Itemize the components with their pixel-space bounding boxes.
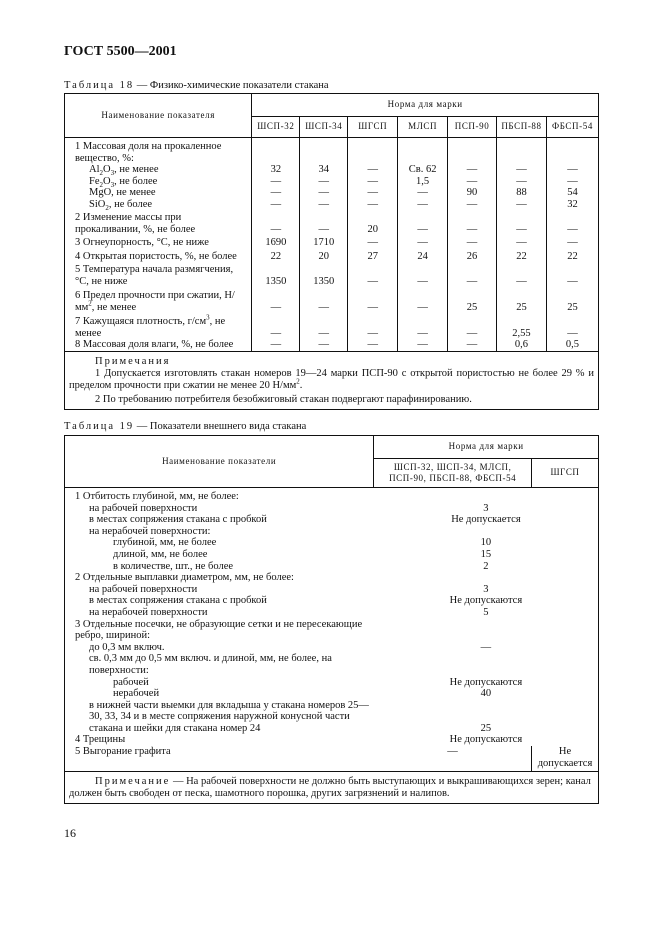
cell: Св. 62 (398, 164, 448, 176)
row-label: нерабочей (113, 688, 160, 700)
row-label: 1 Отбитость глубиной, мм, не более: (75, 491, 239, 502)
row-label: 4 Открытая пористость, %, не более (75, 250, 237, 262)
table-notes (65, 351, 599, 409)
cell: — (348, 164, 398, 176)
table-row (65, 176, 599, 188)
row-label: рабочей (113, 676, 149, 688)
cell: — (348, 176, 398, 188)
cell: — (546, 210, 598, 235)
table-row (65, 210, 599, 235)
cell: 34 (300, 164, 348, 176)
table-row (65, 607, 599, 619)
cell: — (398, 262, 448, 287)
cell: — (480, 641, 492, 653)
note (65, 772, 599, 804)
table-row (65, 561, 599, 573)
note-1: 1 Допускается изготовлять стакан номеров 19—24 марки ПСП-90 с открытой пористостью не более 29 % и пределом прочности при сжатии не менее 20 $Н/мм^2$. (69, 367, 594, 391)
cell: — (448, 262, 497, 287)
row-label: на нерабочей поверхности (89, 606, 208, 618)
table-19-caption (64, 421, 306, 432)
cell: — (497, 176, 547, 188)
cell: — (497, 262, 547, 287)
cell: — (300, 339, 348, 351)
cell: — (348, 187, 398, 199)
caption-text: — Показатели внешнего вида стакана (134, 421, 307, 432)
row-label: в количестве, шт., не более (113, 560, 234, 572)
table-18 (64, 93, 599, 410)
cell: 40 (480, 688, 492, 700)
cell: 25 (546, 287, 598, 313)
row-label: на рабочей поверхности (89, 583, 198, 595)
table-row (65, 313, 599, 339)
cell: — (546, 262, 598, 287)
cell: — (252, 187, 300, 199)
cell: — (398, 210, 448, 235)
cell: 3 (483, 502, 489, 514)
cell: — (448, 176, 497, 188)
row-label: 6 Предел прочности при сжатии, $Н/мм^2$, не менее (75, 290, 235, 313)
table-row (65, 619, 599, 642)
cell: 1690 (252, 235, 300, 249)
row-label: 4 Трещины (75, 734, 126, 746)
table-row (65, 537, 599, 549)
cell (374, 619, 599, 642)
caption-text: — Физико-химические показатели стакана (134, 80, 329, 91)
cell: 15 (480, 548, 492, 560)
cell: — (300, 210, 348, 235)
cell: — (497, 164, 547, 176)
cell: — (252, 339, 300, 351)
cell: — (448, 313, 497, 339)
table-row (65, 595, 599, 607)
row-label: 5 Выгорание графита (75, 746, 171, 758)
cell: Не допускаются (449, 734, 523, 746)
table-row (65, 287, 599, 313)
table-row (65, 734, 599, 746)
table-row (65, 642, 599, 654)
table-row (65, 164, 599, 176)
cell: — (497, 199, 547, 211)
cell (374, 488, 599, 503)
cell: — (252, 287, 300, 313)
table-18-caption (64, 80, 329, 91)
table-notes (65, 772, 599, 804)
row-label: 2 Изменение массы при прокаливании, %, не более (75, 212, 196, 235)
cell: — (300, 287, 348, 313)
row-label: $Fe_2O_3$, не более (89, 175, 158, 189)
cell: — (300, 176, 348, 188)
mark-header: ШСП-34 (300, 117, 348, 138)
row-label: глубиной, мм, не более (113, 537, 217, 549)
cell: — (447, 746, 458, 758)
cell: — (398, 339, 448, 351)
cell: — (546, 313, 598, 339)
cell: — (398, 235, 448, 249)
cell: 1,5 (398, 176, 448, 188)
mark-header: МЛСП (398, 117, 448, 138)
cell: — (300, 187, 348, 199)
cell: 20 (300, 249, 348, 263)
col-group-header: ШСП-32, ШСП-34, МЛСП, ПСП-90, ПБСП-88, ФБСП-54 (374, 459, 532, 488)
cell: 24 (398, 249, 448, 263)
notes-title: Примечания (95, 355, 171, 367)
cell: 0,5 (546, 339, 598, 351)
cell: — (252, 313, 300, 339)
col-shgsp-header: ШГСП (532, 459, 599, 488)
cell: — (398, 187, 448, 199)
row-label: 7 Кажущаяся плотность, $г/см^3$, не менее (75, 313, 226, 339)
table-row (65, 514, 599, 526)
mark-header: ФБСП-54 (546, 117, 598, 138)
cell: — (300, 199, 348, 211)
row-label: $Al_2O_3$, не менее (89, 164, 159, 178)
table-row (65, 235, 599, 249)
table-row (65, 746, 599, 772)
col-norm-header: Норма для марки (252, 94, 599, 117)
cell: — (497, 235, 547, 249)
row-label: в местах сопряжения стакана с пробкой (89, 595, 267, 607)
col-name-header: Наименование показатели (65, 436, 374, 488)
row-label: в нижней части выемки для вкладыша у стакана номеров 25—30, 33, 34 и в месте сопряжения наружной конусной части стакана и шейки для стакана номер 24 (89, 699, 369, 734)
row-label: 3 Отдельные посечки, не образующие сетки и не пересекающие ребро, шириной: (75, 618, 363, 642)
mark-header: ШГСП (348, 117, 398, 138)
table-row (65, 584, 599, 596)
cell: — (546, 176, 598, 188)
cell: — (252, 210, 300, 235)
table-row (65, 262, 599, 287)
cell: 88 (497, 187, 547, 199)
table-row (65, 503, 599, 515)
cell: 1350 (252, 262, 300, 287)
table-row (65, 700, 599, 735)
cell: — (546, 164, 598, 176)
row-label: до 0,3 мм включ. (89, 641, 165, 653)
note-text: — На рабочей поверхности не должно быть выступающих и выкрашивающихся зерен; канал должен быть свободен от песка, шамотного порошка, других загрязнений и налипов. (69, 776, 591, 800)
caption-label: Таблица 18 (64, 80, 135, 91)
document-header: ГОСТ 5500—2001 (64, 44, 177, 59)
cell: 3 (483, 583, 489, 595)
table-row (65, 677, 599, 689)
cell: — (348, 313, 398, 339)
cell (374, 572, 599, 584)
table-row (65, 653, 599, 676)
col-norm-header: Норма для марки (374, 436, 599, 459)
cell: 2 (483, 560, 489, 572)
cell: Не допускается (451, 514, 521, 526)
cell: 32 (252, 164, 300, 176)
col-name-header: Наименование показателя (65, 94, 252, 138)
table-row (65, 187, 599, 199)
cell: — (348, 262, 398, 287)
table-row (65, 199, 599, 211)
row-label: на рабочей поверхности (89, 502, 198, 514)
cell: 22 (252, 249, 300, 263)
cell: — (348, 287, 398, 313)
cell: 25 (448, 287, 497, 313)
cell: — (348, 199, 398, 211)
row-label: 3 Огнеупорность, °С, не ниже (75, 237, 209, 248)
cell: — (448, 339, 497, 351)
page-number: 16 (64, 826, 76, 840)
cell: Не допускаются (449, 595, 523, 607)
cell: — (348, 235, 398, 249)
row-label: 1 Массовая доля на прокаленное вещество, %: (65, 138, 252, 165)
cell: — (398, 313, 448, 339)
table-19-body (65, 488, 599, 747)
table-row (65, 572, 599, 584)
cell: — (497, 210, 547, 235)
cell: — (546, 235, 598, 249)
cell: — (252, 199, 300, 211)
cell: — (448, 164, 497, 176)
row-label: длиной, мм, не более (113, 548, 208, 560)
cell: 2,55 (497, 313, 547, 339)
row-label: 5 Температура начала размягчения, °С, не ниже (75, 264, 234, 287)
row-label: MgO, не менее (89, 187, 156, 198)
cell: 32 (546, 199, 598, 211)
cell (374, 526, 599, 538)
table-row (65, 339, 599, 351)
cell: — (448, 199, 497, 211)
note-label: Примечание (95, 776, 171, 788)
table-row (65, 526, 599, 538)
cell (374, 653, 599, 676)
table-19 (64, 435, 599, 804)
row-label: 8 Массовая доля влаги, %, не более (75, 339, 234, 350)
row-label: св. 0,3 мм до 0,5 мм включ. и длиной, мм, не более, на поверхности: (89, 653, 332, 676)
cell: 22 (497, 249, 547, 263)
row-label: SiO$_2$, не более (89, 198, 153, 212)
row-label: в местах сопряжения стакана с пробкой (89, 514, 267, 526)
mark-header: ПБСП-88 (497, 117, 547, 138)
cell: — (252, 176, 300, 188)
cell: Не допускается (532, 746, 599, 772)
cell: 22 (546, 249, 598, 263)
cell: — (398, 199, 448, 211)
cell: — (398, 287, 448, 313)
mark-header: ПСП-90 (448, 117, 497, 138)
cell: 5 (483, 606, 489, 618)
cell: 26 (448, 249, 497, 263)
cell: 20 (348, 210, 398, 235)
cell: 1350 (300, 262, 348, 287)
table-row (65, 549, 599, 561)
note-2: 2 По требованию потребителя безобжиговый стакан подвергают парафинированию. (95, 393, 472, 405)
cell: — (448, 210, 497, 235)
cell: 25 (480, 722, 492, 734)
table-row (65, 249, 599, 263)
cell: 1710 (300, 235, 348, 249)
row-label: 2 Отдельные выплавки диаметром, мм, не более: (75, 572, 294, 584)
cell: Не допускаются (449, 676, 523, 688)
table-row (65, 138, 599, 165)
mark-header: ШСП-32 (252, 117, 300, 138)
cell: — (300, 313, 348, 339)
table-row (65, 488, 599, 503)
cell: 90 (448, 187, 497, 199)
cell: — (348, 339, 398, 351)
table-row (65, 688, 599, 700)
cell: 10 (480, 537, 492, 549)
cell: — (448, 235, 497, 249)
cell: 54 (546, 187, 598, 199)
caption-label: Таблица 19 (64, 421, 135, 432)
cell: 25 (497, 287, 547, 313)
cell: 0,6 (497, 339, 547, 351)
cell: 27 (348, 249, 398, 263)
row-label: на нерабочей поверхности: (89, 525, 211, 537)
